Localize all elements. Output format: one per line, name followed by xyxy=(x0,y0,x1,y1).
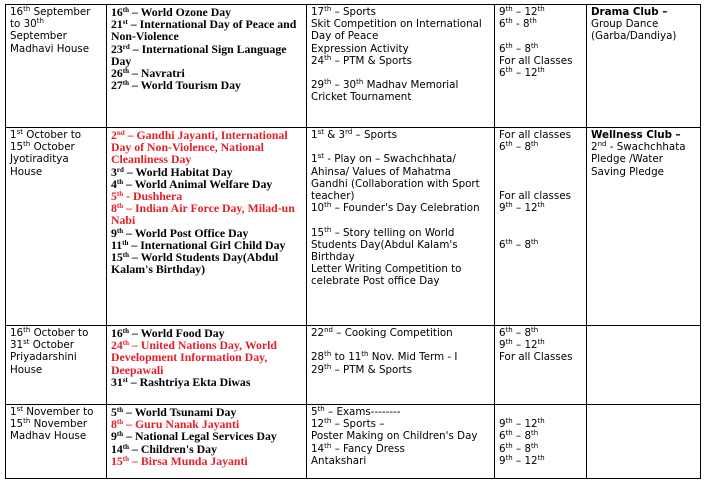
period-cell xyxy=(6,128,107,326)
days-cell xyxy=(107,5,307,128)
club-cell xyxy=(587,326,701,405)
special-day: 23rd – International Sign Language Day xyxy=(111,41,287,68)
period-line: 1st November to xyxy=(10,405,94,418)
activity-line: Students Day(Abdul Kalam's xyxy=(311,238,458,251)
special-day: 16th – World Ozone Day xyxy=(111,5,232,19)
club-line: Group Dance xyxy=(591,18,659,31)
period-line: House xyxy=(10,165,43,178)
activity-line: Expression Activity xyxy=(311,42,409,55)
activity-line: Skit Competition on International xyxy=(311,18,482,31)
club-cell xyxy=(587,405,701,479)
club-line: (Garba/Dandiya) xyxy=(591,30,677,43)
special-day: 31st – Rashtriya Ekta Diwas xyxy=(111,374,251,389)
class-line xyxy=(499,153,583,165)
activity-line: 17th – Sports xyxy=(311,5,376,18)
special-day: 4th – World Animal Welfare Day xyxy=(111,176,273,191)
special-day: 15th – World Students Day(Abdul Kalam's Birthday) xyxy=(111,250,279,277)
special-day: 27th – World Tourism Day xyxy=(111,78,241,93)
period-line: 15th November xyxy=(10,417,88,431)
class-line xyxy=(499,178,583,190)
period-line: Madhav House xyxy=(10,430,87,443)
period-cell xyxy=(6,405,107,479)
class-line xyxy=(499,214,583,226)
activity-line: Birthday xyxy=(311,251,355,263)
special-day: 9th – National Legal Services Day xyxy=(111,429,277,444)
class-line: For all classes xyxy=(499,129,571,141)
period-line: 31st October xyxy=(10,338,74,352)
activity-line: 10th – Founder's Day Celebration xyxy=(311,201,480,215)
class-line: 6th – 8th xyxy=(499,326,539,339)
activities-cell xyxy=(307,5,495,128)
classes-cell xyxy=(495,405,587,479)
activity-line: 29th – 30th Madhav Memorial xyxy=(311,78,459,92)
period-line: Madhavi House xyxy=(10,42,90,55)
period-line: September xyxy=(10,30,67,43)
activity-line: Day of Peace xyxy=(311,30,379,43)
activity-line: 5th – Exams-------- xyxy=(311,405,401,418)
activity-line: 14th – Fancy Dress xyxy=(311,441,405,455)
activity-line: Ahinsa/ Values of Mahatma xyxy=(311,165,451,178)
period-line: 15th October xyxy=(10,140,75,154)
activity-line: 24th – PTM & Sports xyxy=(311,53,412,67)
special-day: 14th – Children's Day xyxy=(111,441,217,456)
special-day: 26th – Navratri xyxy=(111,66,185,81)
classes-cell xyxy=(495,326,587,405)
activity-line: Poster Making on Children's Day xyxy=(311,430,478,443)
club-line: Saving Pledge xyxy=(591,165,664,178)
class-line: 6th – 8th xyxy=(499,237,539,251)
activity-line xyxy=(311,141,491,153)
calendar-row xyxy=(6,405,701,479)
club-cell xyxy=(587,5,701,128)
activity-line xyxy=(311,67,491,79)
class-line: For all Classes xyxy=(499,54,573,67)
special-day: 24th – United Nations Day, World Development Information Day, Deepawali xyxy=(111,338,277,377)
activity-line: 12th – Sports – xyxy=(311,417,385,431)
special-day: 3rd – World Habitat Day xyxy=(111,164,233,179)
period-cell xyxy=(6,326,107,405)
class-line: 9th – 12th xyxy=(499,338,545,352)
days-cell xyxy=(107,326,307,405)
period-line: House xyxy=(10,363,43,376)
class-line: 9th – 12th xyxy=(499,201,545,215)
special-day: 5th – World Tsunami Day xyxy=(111,405,237,419)
class-line: For all classes xyxy=(499,189,571,202)
period-line: 1st October to xyxy=(10,128,82,141)
activity-line: Cricket Tournament xyxy=(311,91,412,104)
activity-line: 22nd – Cooking Competition xyxy=(311,326,453,339)
activity-calendar-table xyxy=(5,4,701,479)
calendar-row xyxy=(6,326,701,405)
activity-line: Letter Writing Competition to xyxy=(311,263,462,276)
class-line: 9th – 12th xyxy=(499,5,545,18)
calendar-row xyxy=(6,128,701,326)
classes-cell xyxy=(495,5,587,128)
days-cell xyxy=(107,405,307,479)
activity-line: 1st & 3rd – Sports xyxy=(311,128,398,141)
class-line: 6th – 8th xyxy=(499,140,539,154)
activities-cell xyxy=(307,405,495,479)
period-line: Priyadarshini xyxy=(10,351,77,364)
class-line: For all Classes xyxy=(499,351,573,364)
class-line: 6th - 8th xyxy=(499,17,537,31)
class-line: 9th – 12th xyxy=(499,453,545,467)
club-line: Drama Club – xyxy=(591,6,668,18)
activity-line: 15th – Story telling on World xyxy=(311,225,455,239)
special-day: 5th - Dushhera xyxy=(111,189,183,204)
class-line: 6th – 8th xyxy=(499,441,539,455)
activities-cell xyxy=(307,128,495,326)
activities-cell xyxy=(307,326,495,405)
activity-line: celebrate Post office Day xyxy=(311,275,440,288)
period-line: Jyotiraditya xyxy=(10,153,69,166)
period-line: 16th October to xyxy=(10,326,89,339)
period-cell xyxy=(6,5,107,128)
activity-line xyxy=(311,339,491,351)
class-line: 6th – 8th xyxy=(499,429,539,443)
days-cell xyxy=(107,128,307,326)
club-line: Wellness Club – xyxy=(591,129,681,141)
special-day: 16th – World Food Day xyxy=(111,326,225,340)
period-line: 16th September xyxy=(10,5,91,18)
activity-line: 29th – PTM & Sports xyxy=(311,362,412,376)
period-line: to 30th xyxy=(10,17,44,31)
club-cell xyxy=(587,128,701,326)
activity-line: 28th to 11th Nov. Mid Term - I xyxy=(311,350,458,364)
activity-line: 1st - Play on – Swachchhata/ xyxy=(311,152,456,166)
activity-line: teacher) xyxy=(311,190,355,202)
activity-line: Gandhi (Collaboration with Sport xyxy=(311,177,480,190)
special-day: 8th – Indian Air Force Day, Milad-un Nabi xyxy=(111,201,295,228)
special-day: 9th – World Post Office Day xyxy=(111,225,249,240)
class-line: 6th – 12th xyxy=(499,66,545,79)
club-line: Pledge /Water xyxy=(591,153,663,166)
activity-line xyxy=(311,214,491,226)
special-day: 8th – Guru Nanak Jayanti xyxy=(111,417,240,432)
classes-cell xyxy=(495,128,587,326)
special-day: 21st – International Day of Peace and Non-Violence xyxy=(111,17,297,44)
class-line: 9th – 12th xyxy=(499,417,545,431)
activity-line: Antakshari xyxy=(311,454,367,467)
calendar-row xyxy=(6,5,701,128)
class-line xyxy=(499,166,583,178)
special-day: 11th – International Girl Child Day xyxy=(111,237,286,252)
club-line: 2nd - Swachchhata xyxy=(591,140,686,154)
class-line: 6th – 8th xyxy=(499,41,539,55)
special-day: 15th – Birsa Munda Jayanti xyxy=(111,453,248,468)
special-day: 2nd – Gandhi Jayanti, International Day of Non-Violence, National Cleanliness Day xyxy=(111,128,288,167)
